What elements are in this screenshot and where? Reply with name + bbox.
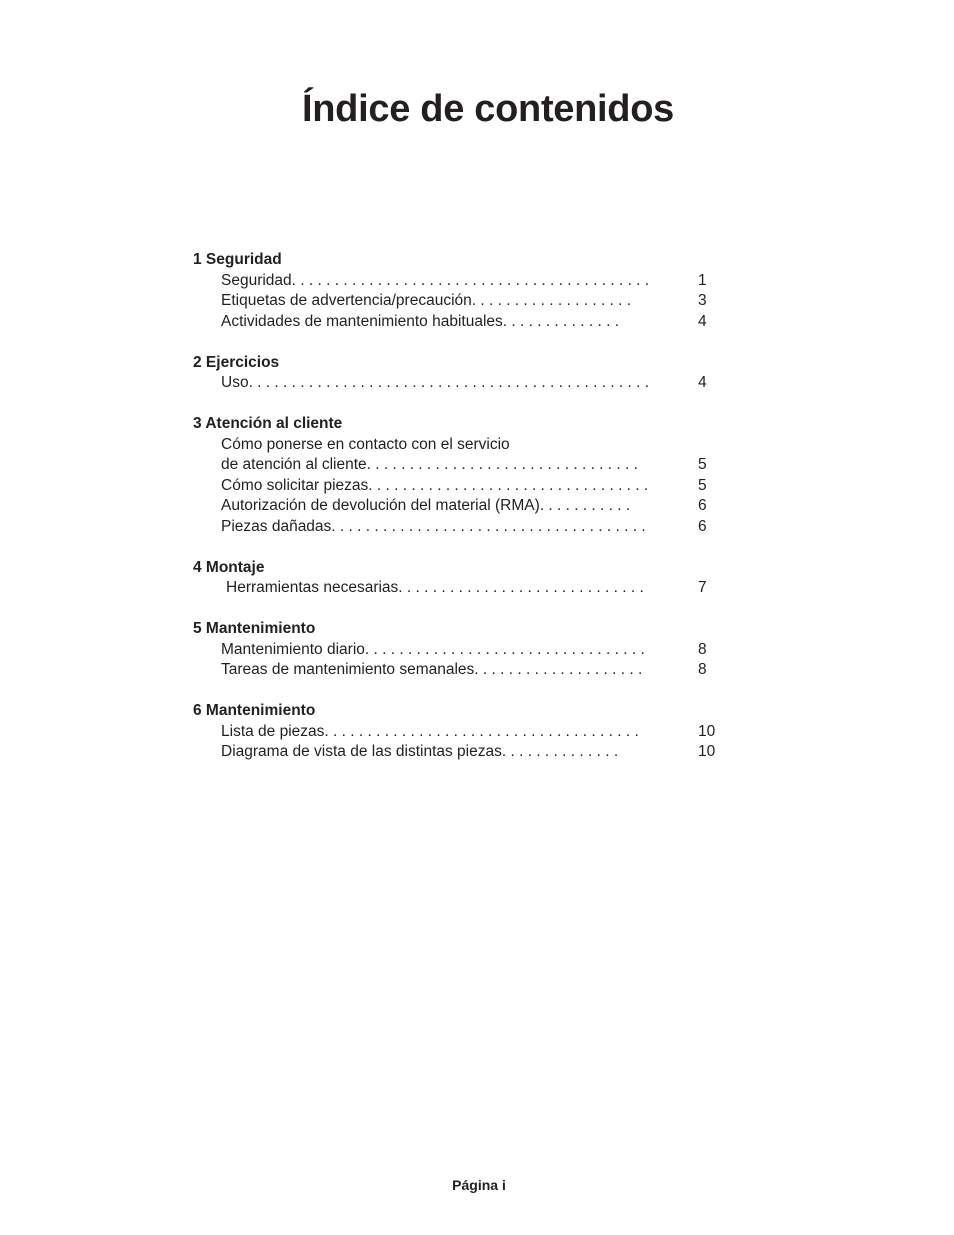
- toc-entry-page: 7: [698, 579, 707, 596]
- toc-entry[interactable]: [193, 435, 733, 456]
- section-heading: 2 Ejercicios: [193, 353, 280, 371]
- section-heading: 3 Atención al cliente: [193, 415, 343, 432]
- toc-entry[interactable]: [193, 476, 733, 497]
- toc-section-montaje: [193, 558, 733, 599]
- toc-entry-page: 4: [698, 374, 707, 391]
- toc-entry-label: Cómo ponerse en contacto con el servicio: [221, 435, 510, 453]
- toc-section-mantenimiento-piezas: [193, 701, 733, 763]
- toc-entry-label: Uso. . . . . . . . . . . . . . . . . . . . . . . . . . . . . . . . . . . . . . . . . . . . . . .: [221, 374, 650, 391]
- toc-entry-page: 5: [698, 476, 707, 494]
- toc-entry[interactable]: [193, 578, 733, 599]
- toc-entry[interactable]: [193, 640, 733, 661]
- toc-entry[interactable]: [193, 291, 733, 312]
- toc-entry-page: 3: [698, 292, 707, 309]
- toc-entry-label: Etiquetas de advertencia/precaución. . . . . . . . . . . . . . . . . . .: [221, 292, 632, 309]
- toc-entry-label: Seguridad. . . . . . . . . . . . . . . . . . . . . . . . . . . . . . . . . . . . . . . . . .: [221, 271, 650, 289]
- toc-entry[interactable]: [193, 722, 733, 743]
- toc-entry-label: Herramientas necesarias. . . . . . . . . . . . . . . . . . . . . . . . . . . . .: [226, 579, 644, 596]
- toc-entry-label: Tareas de mantenimiento semanales. . . . . . . . . . . . . . . . . . . .: [221, 661, 643, 678]
- toc-entry[interactable]: [193, 660, 733, 681]
- toc-entry-page: 1: [698, 271, 707, 289]
- toc-entry-label: Diagrama de vista de las distintas piezas. . . . . . . . . . . . . .: [221, 743, 619, 760]
- toc-entry-page: 10: [698, 722, 716, 740]
- toc-section-ejercicios: [193, 353, 733, 394]
- toc-entry-label: Lista de piezas. . . . . . . . . . . . . . . . . . . . . . . . . . . . . . . . . . . . .: [221, 722, 639, 740]
- toc-entry[interactable]: [193, 455, 733, 476]
- toc-entry-label: Piezas dañadas. . . . . . . . . . . . . . . . . . . . . . . . . . . . . . . . . . . . .: [221, 517, 646, 535]
- section-heading: 5 Mantenimiento: [193, 620, 316, 637]
- table-of-contents: [193, 250, 733, 783]
- section-heading: 4 Montaje: [193, 558, 265, 576]
- toc-entry-label: Cómo solicitar piezas. . . . . . . . . . . . . . . . . . . . . . . . . . . . . . . . .: [221, 476, 649, 494]
- toc-section-mantenimiento: [193, 619, 733, 681]
- section-heading: 1 Seguridad: [193, 251, 282, 268]
- toc-entry[interactable]: [193, 271, 733, 292]
- toc-entry-page: 4: [698, 312, 707, 330]
- toc-entry-page: 6: [698, 517, 707, 535]
- toc-section-atencion-cliente: [193, 414, 733, 537]
- toc-section-seguridad: [193, 250, 733, 332]
- toc-entry-page: 10: [698, 743, 716, 760]
- toc-entry-label: de atención al cliente. . . . . . . . . . . . . . . . . . . . . . . . . . . . . . . .: [221, 456, 638, 473]
- toc-entry[interactable]: [193, 373, 733, 394]
- toc-entry-page: 8: [698, 640, 707, 658]
- toc-entry[interactable]: [193, 312, 733, 333]
- toc-entry-label: Actividades de mantenimiento habituales. . . . . . . . . . . . . .: [221, 312, 620, 330]
- toc-entry-label: Autorización de devolución del material (RMA). . . . . . . . . . .: [221, 497, 631, 514]
- toc-entry-page: 5: [698, 456, 707, 473]
- page-number-footer: Página i: [452, 1177, 506, 1193]
- toc-entry[interactable]: [193, 517, 733, 538]
- toc-entry[interactable]: [193, 742, 733, 763]
- toc-entry-page: 6: [698, 497, 707, 514]
- page-title: Índice de contenidos: [302, 88, 674, 130]
- toc-entry-label: Mantenimiento diario. . . . . . . . . . . . . . . . . . . . . . . . . . . . . . . . .: [221, 640, 645, 658]
- section-heading: 6 Mantenimiento: [193, 702, 316, 719]
- toc-entry-page: 8: [698, 661, 707, 678]
- toc-entry[interactable]: [193, 496, 733, 517]
